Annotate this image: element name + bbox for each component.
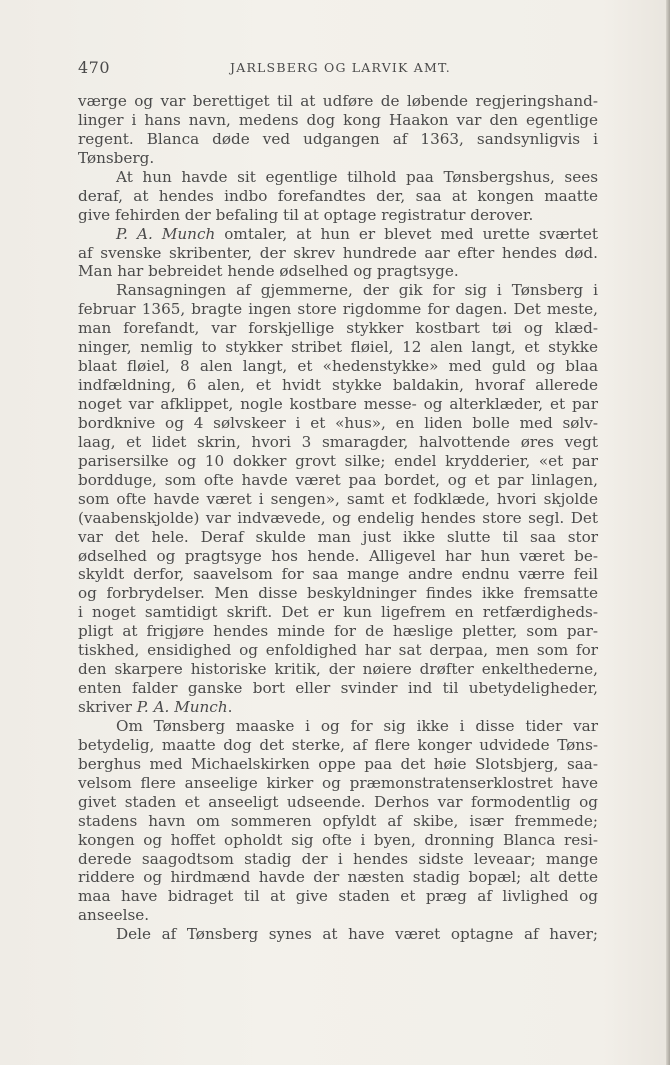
text-line: berghus med Michaelskirken oppe paa det høie Slotsbjerg, saa- xyxy=(78,754,598,773)
text-line: den skarpere historiske kritik, der nøiere drøfter enkelthederne, xyxy=(78,660,598,679)
text-line: riddere og hirdmænd havde der næsten stadig bopæl; alt dette xyxy=(78,868,598,887)
text-line: enten falder ganske bort eller svinder ind til ubetydeligheder, xyxy=(78,679,598,698)
text-line: ødselhed og pragtsyge hos hende. Alligevel har hun været be- xyxy=(78,546,598,565)
text-line: stadens havn om sommeren opfyldt af skibe, især fremmede; xyxy=(78,811,598,830)
text-line: velsom flere anseelige kirker og præmonstratenserklostret have xyxy=(78,773,598,792)
text-line: skyldt derfor, saavelsom for saa mange andre endnu værre feil xyxy=(78,565,598,584)
text-line: parisersilke og 10 dokker grovt silke; endel krydderier, «et par xyxy=(78,451,598,470)
text-line: indfældning, 6 alen, et hvidt stykke baldakin, hvoraf allerede xyxy=(78,376,598,395)
text-line: maa have bidraget til at give staden et præg af livlighed og xyxy=(78,887,598,906)
text-line: Dele af Tønsberg synes at have været optagne af haver; xyxy=(116,925,598,944)
text-line xyxy=(78,698,598,717)
text-line: deraf, at hendes indbo forefandtes der, saa at kongen maatte xyxy=(78,186,598,205)
text-line xyxy=(78,225,598,244)
text-line: værge og var berettiget til at udføre de løbende regjeringshand- xyxy=(78,92,598,110)
text-line: kongen og hoffet opholdt sig ofte i byen, dronning Blanca resi- xyxy=(78,830,598,849)
text-line: bordknive og 4 sølvskeer i et «hus», en liden bolle med sølv- xyxy=(78,413,598,432)
text-line: laag, et lidet skrin, hvori 3 smaragder, halvottende øres vegt xyxy=(78,432,598,451)
text-line: anseelse. xyxy=(78,906,150,925)
text-line: som ofte havde været i sengen», samt et fodklæde, hvori skjolde xyxy=(78,489,598,508)
text-line: (vaabenskjolde) var indvævede, og endelig hendes store segl. Det xyxy=(78,508,598,527)
body-text xyxy=(78,92,598,944)
author-name: P. A. Munch xyxy=(116,224,216,243)
page-header xyxy=(78,58,598,80)
text-line: man forefandt, var forskjellige stykker kostbart tøi og klæd- xyxy=(78,319,598,338)
text-line: Ransagningen af gjemmerne, der gik for sig i Tønsberg i xyxy=(116,281,598,300)
text-line: derede saagodtsom stadig der i hendes sidste leveaar; mange xyxy=(78,849,598,868)
text-line: var det hele. Deraf skulde man just ikke slutte til saa stor xyxy=(78,527,598,546)
text-line: regent. Blanca døde ved udgangen af 1363, sandsynligvis i xyxy=(78,129,598,148)
text-line: linger i hans navn, medens dog kong Haakon var den egentlige xyxy=(78,110,598,129)
page-number: 470 xyxy=(78,58,111,77)
text-line: givet staden et anseeligt udseende. Derhos var formodentlig og xyxy=(78,792,598,811)
text-line: Tønsberg. xyxy=(78,148,155,167)
text-line: tiskhed, ensidighed og enfoldighed har sat derpaa, men som for xyxy=(78,641,598,660)
author-name: P. A. Munch xyxy=(136,698,228,716)
page-edge xyxy=(666,0,670,1065)
text-line: Om Tønsberg maaske i og for sig ikke i disse tider var xyxy=(116,716,598,735)
text-line: februar 1365, bragte ingen store rigdomme for dagen. Det meste, xyxy=(78,300,598,319)
text-line: give fehirden der befaling til at optage registratur derover. xyxy=(78,205,534,224)
text-line: At hun havde sit egentlige tilhold paa Tønsbergshus, sees xyxy=(116,167,598,186)
text-line: bordduge, som ofte havde været paa bordet, og et par linlagen, xyxy=(78,470,598,489)
text-fragment: omtaler, at hun er blevet med urette sværtet xyxy=(215,224,598,243)
text-line: blaat fløiel, 8 alen langt, et «hedenstykke» med guld og blaa xyxy=(78,357,598,376)
text-line: af svenske skribenter, der skrev hundrede aar efter hendes død. xyxy=(78,243,598,262)
text-line: i noget samtidigt skrift. Det er kun ligefrem en retfærdigheds- xyxy=(78,603,598,622)
text-fragment: . xyxy=(227,698,233,716)
text-line: betydelig, maatte dog det sterke, af flere konger udvidede Tøns- xyxy=(78,735,598,754)
text-line: pligt at frigjøre hendes minde for de hæslige pletter, som par- xyxy=(78,622,598,641)
text-line: og forbrydelser. Men disse beskyldninger findes ikke fremsatte xyxy=(78,584,598,603)
text-line: noget var afklippet, nogle kostbare messe- og alterklæder, et par xyxy=(78,395,598,413)
text-line: Man har bebreidet hende ødselhed og pragtsyge. xyxy=(78,262,459,281)
running-title: JARLSBERG OG LARVIK AMT. xyxy=(230,60,451,75)
text-fragment: skriver xyxy=(78,698,137,716)
text-line: ninger, nemlig to stykker stribet fløiel, 12 alen langt, et stykke xyxy=(78,338,598,357)
